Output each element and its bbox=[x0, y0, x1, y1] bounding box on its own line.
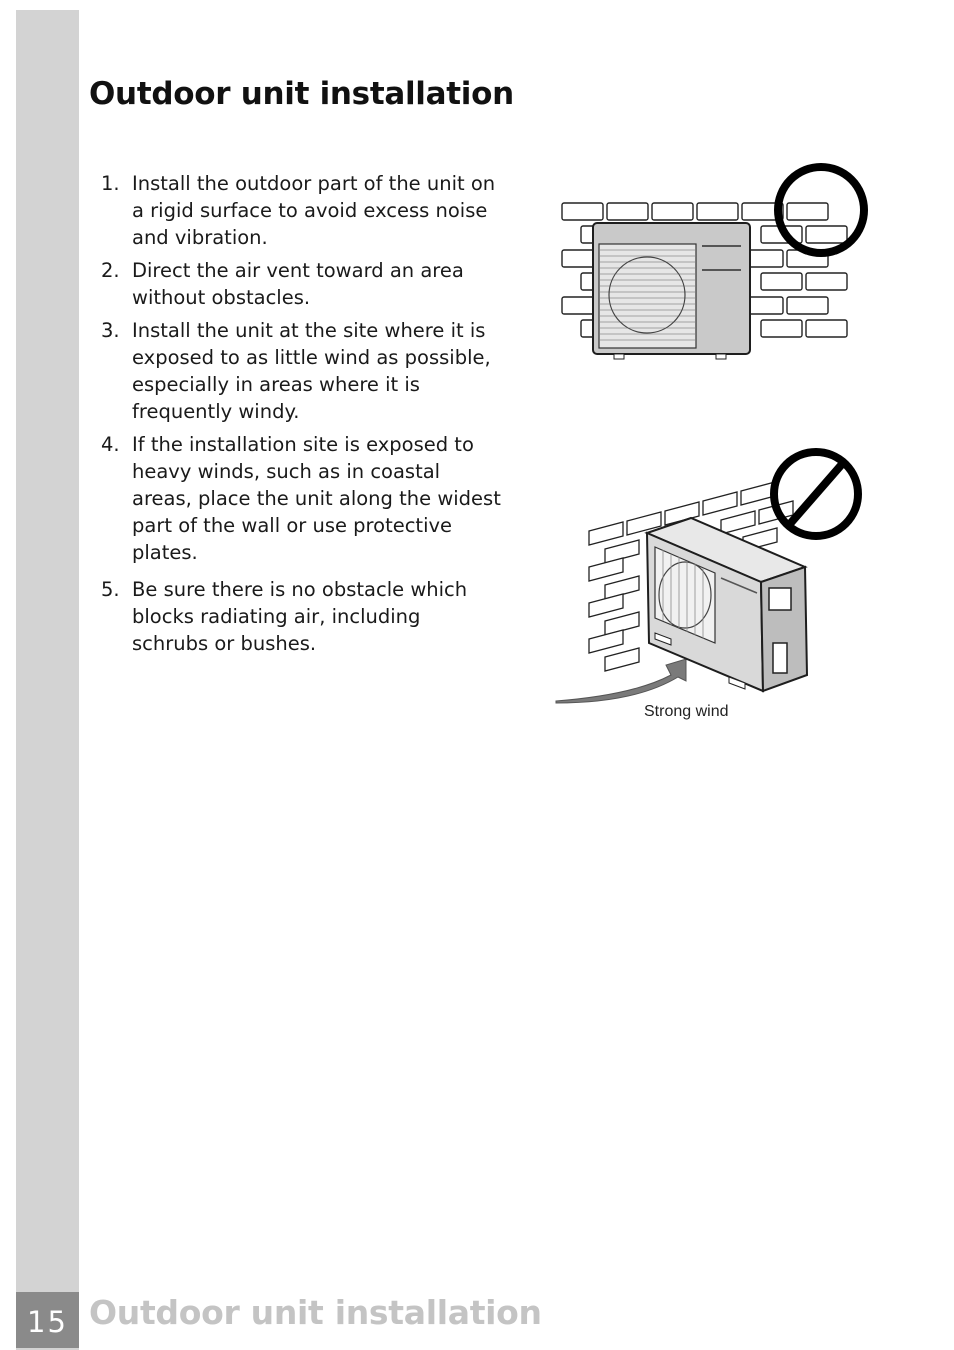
prohibited-icon bbox=[774, 452, 858, 536]
step-number: 4. bbox=[101, 433, 120, 456]
strong-wind-unit-illustration bbox=[553, 443, 865, 705]
step-text: If the installation site is exposed to heavy winds, such as in coastal areas, place the unit along the widest part of the wall or use protective plates. bbox=[132, 433, 501, 564]
figure-caption: Strong wind bbox=[644, 703, 729, 720]
side-band bbox=[16, 10, 79, 1350]
step-text: Install the outdoor part of the unit on a rigid surface to avoid excess noise and vibration. bbox=[132, 172, 496, 249]
step-number: 2. bbox=[101, 259, 120, 282]
list-item bbox=[101, 257, 501, 311]
page-title: Outdoor unit installation bbox=[89, 76, 514, 112]
step-number: 3. bbox=[101, 319, 120, 342]
list-item bbox=[101, 431, 501, 566]
list-item bbox=[101, 170, 501, 251]
page-number: 15 bbox=[16, 1292, 79, 1348]
footer-title: Outdoor unit installation bbox=[89, 1293, 542, 1332]
step-text: Direct the air vent toward an area without obstacles. bbox=[132, 259, 464, 309]
step-text: Be sure there is no obstacle which blocks radiating air, including schrubs or bushes. bbox=[132, 578, 468, 655]
list-item bbox=[101, 576, 501, 657]
step-number: 5. bbox=[101, 578, 120, 601]
list-item bbox=[101, 317, 501, 425]
outdoor-unit-front bbox=[593, 223, 750, 359]
rigid-wall-unit-illustration bbox=[556, 160, 872, 362]
step-text: Install the unit at the site where it is exposed to as little wind as possible, especially in areas where it is frequently windy. bbox=[132, 319, 491, 423]
instruction-list bbox=[101, 170, 501, 663]
step-number: 1. bbox=[101, 172, 120, 195]
